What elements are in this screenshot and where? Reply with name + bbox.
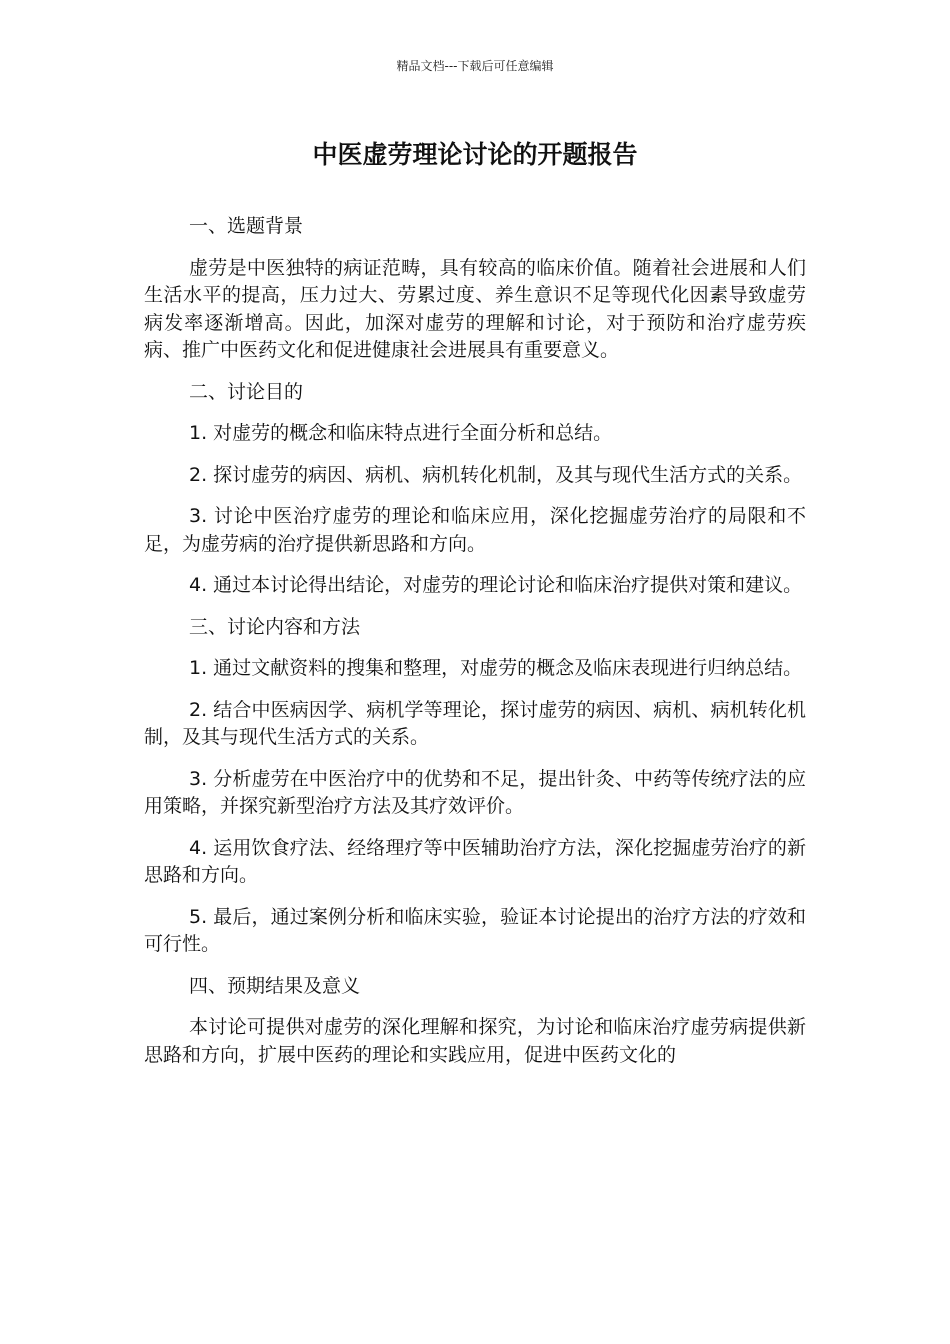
section-heading-content-methods: 三、讨论内容和方法 [189,615,361,638]
section-heading-background: 一、选题背景 [189,215,304,237]
section-heading-expected-results: 四、预期结果及意义 [189,974,361,997]
purpose-item-2: 2. 探讨虚劳的病因、病机、病机转化机制，及其与现代生活方式的关系。 [189,463,803,486]
background-paragraph: 虚劳是中医独特的病证范畴，具有较高的临床价值。随着社会进展和人们生活水平的提高，压力过大、劳累过度、养生意识不足等现代化因素导致虚劳病发率逐渐增高。因此，加深对虚劳的理解和讨论，对于预防和治疗虚劳疾病、推广中医药文化和促进健康社会进展具有重要意义。 [144,256,806,361]
method-item-2: 2. 结合中医病因学、病机学等理论，探讨虚劳的病因、病机、病机转化机制，及其与现代生活方式的关系。 [144,698,806,748]
purpose-item-1: 1. 对虚劳的概念和临床特点进行全面分析和总结。 [189,422,613,444]
section-heading-purpose: 二、讨论目的 [189,380,304,403]
purpose-item-4: 4. 通过本讨论得出结论，对虚劳的理论讨论和临床治疗提供对策和建议。 [189,574,803,596]
document-title: 中医虚劳理论讨论的开题报告 [312,140,638,169]
method-item-5: 5. 最后，通过案例分析和临床实验，验证本讨论提出的治疗方法的疗效和可行性。 [144,905,806,955]
expected-results-paragraph: 本讨论可提供对虚劳的深化理解和探究，为讨论和临床治疗虚劳病提供新思路和方向，扩展中医药的理论和实践应用，促进中医药文化的 [144,1016,806,1066]
method-item-1: 1. 通过文献资料的搜集和整理，对虚劳的概念及临床表现进行归纳总结。 [189,657,803,679]
document-body [144,213,806,1083]
page-header-note: 精品文档---下载后可任意编辑 [396,59,554,73]
method-item-4: 4. 运用饮食疗法、经络理疗等中医辅助治疗方法，深化挖掘虚劳治疗的新思路和方向。 [144,836,806,886]
method-item-3: 3. 分析虚劳在中医治疗中的优势和不足，提出针灸、中药等传统疗法的应用策略，并探究新型治疗方法及其疗效评价。 [144,767,806,817]
purpose-item-3: 3. 讨论中医治疗虚劳的理论和临床应用，深化挖掘虚劳治疗的局限和不足，为虚劳病的治疗提供新思路和方向。 [144,505,806,555]
